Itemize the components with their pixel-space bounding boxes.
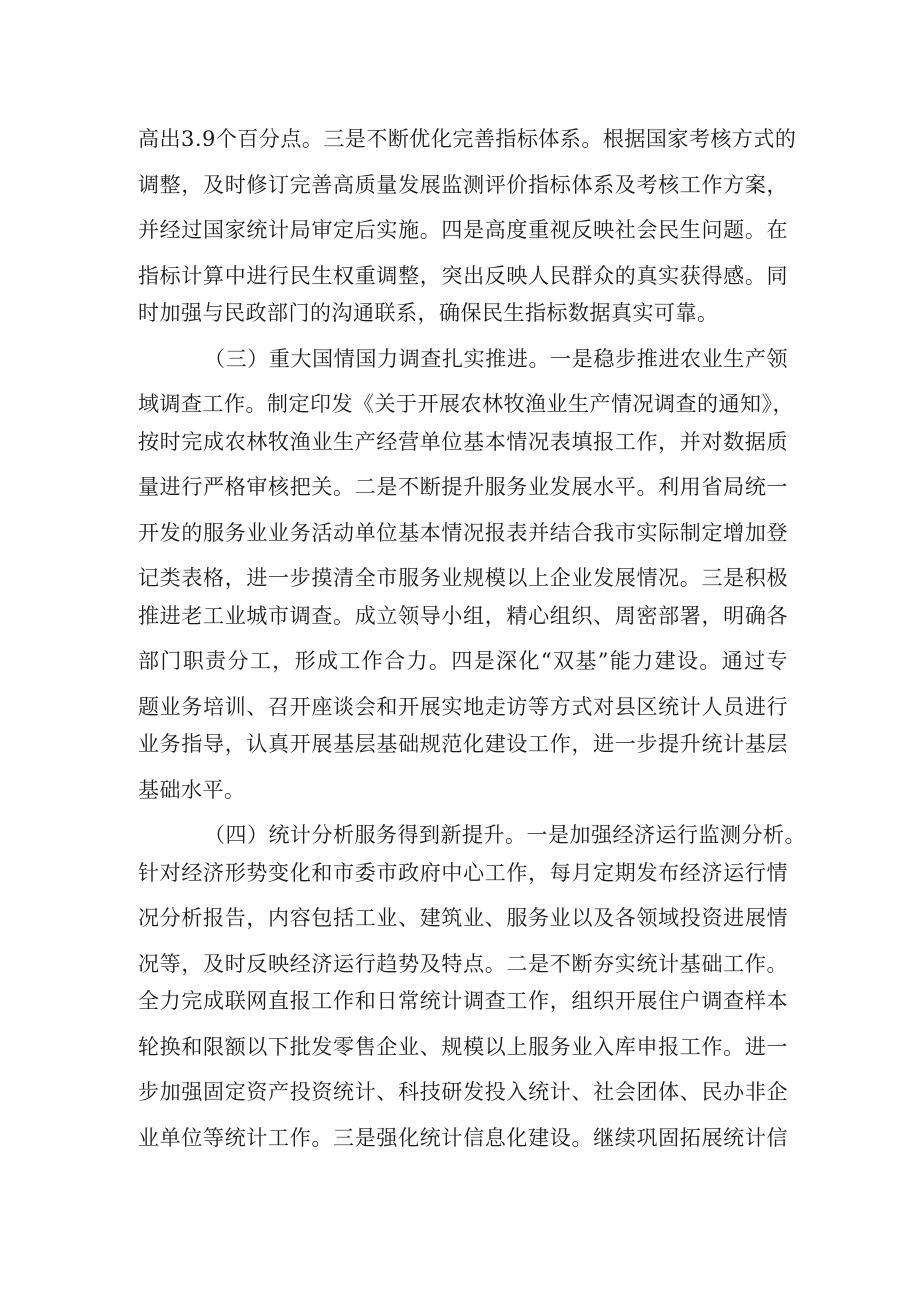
paragraph-line: 业单位等统计工作。三是强化统计信息化建设。继续巩固拓展统计信 xyxy=(138,1126,788,1150)
paragraph-line: 题业务培训、召开座谈会和开展实地走访等方式对县区统计人员进行 xyxy=(138,695,788,719)
paragraph-line: 部门职责分工，形成工作合力。四是深化“双基”能力建设。通过专 xyxy=(138,649,788,673)
paragraph-line: 步加强固定资产投资统计、科技研发投入统计、社会团体、民办非企 xyxy=(138,1080,788,1104)
paragraph-line: 时加强与民政部门的沟通联系，确保民生指标数据真实可靠。 xyxy=(138,301,719,325)
paragraph-line: 高出3.9个百分点。三是不断优化完善指标体系。根据国家考核方式的 xyxy=(138,127,797,151)
paragraph-line: 指标计算中进行民生权重调整，突出反映人民群众的真实获得感。同 xyxy=(138,264,788,288)
paragraph-line: 推进老工业城市调查。成立领导小组，精心组织、周密部署，明确各 xyxy=(138,604,788,628)
paragraph-line: 开发的服务业业务活动单位基本情况报表并结合我市实际制定增加登 xyxy=(138,521,788,545)
section-heading-line: （三）重大国情国力调查扎实推进。一是稳步推进农业生产领 xyxy=(204,347,788,371)
paragraph-line: 并经过国家统计局审定后实施。四是高度重视反映社会民生问题。在 xyxy=(138,218,788,242)
section-heading-line: （四）统计分析服务得到新提升。一是加强经济运行监测分析。 xyxy=(204,823,806,847)
paragraph-line: 针对经济形势变化和市委市政府中心工作，每月定期发布经济运行情 xyxy=(138,861,788,885)
paragraph-line: 记类表格，进一步摸清全市服务业规模以上企业发展情况。三是积极 xyxy=(138,566,788,590)
paragraph-line: 况等，及时反映经济运行趋势及特点。二是不断夯实统计基础工作。 xyxy=(138,952,788,976)
paragraph-line: 轮换和限额以下批发零售企业、规模以上服务业入库申报工作。进一 xyxy=(138,1035,788,1059)
paragraph-line: 全力完成联网直报工作和日常统计调查工作，组织开展住户调查样本 xyxy=(138,989,788,1013)
paragraph-line: 基础水平。 xyxy=(138,778,246,802)
paragraph-line: 业务指导，认真开展基层基础规范化建设工作，进一步提升统计基层 xyxy=(138,732,788,756)
paragraph-line: 量进行严格审核把关。二是不断提升服务业发展水平。利用省局统一 xyxy=(138,475,788,499)
paragraph-line: 按时完成农林牧渔业生产经营单位基本情况表填报工作，并对数据质 xyxy=(138,430,788,454)
paragraph-line: 域调查工作。制定印发《关于开展农林牧渔业生产情况调查的通知》， xyxy=(138,392,794,416)
paragraph-line: 况分析报告，内容包括工业、建筑业、服务业以及各领域投资进展情 xyxy=(138,906,788,930)
paragraph-line: 调整，及时修订完善高质量发展监测评价指标体系及考核工作方案， xyxy=(138,173,788,197)
